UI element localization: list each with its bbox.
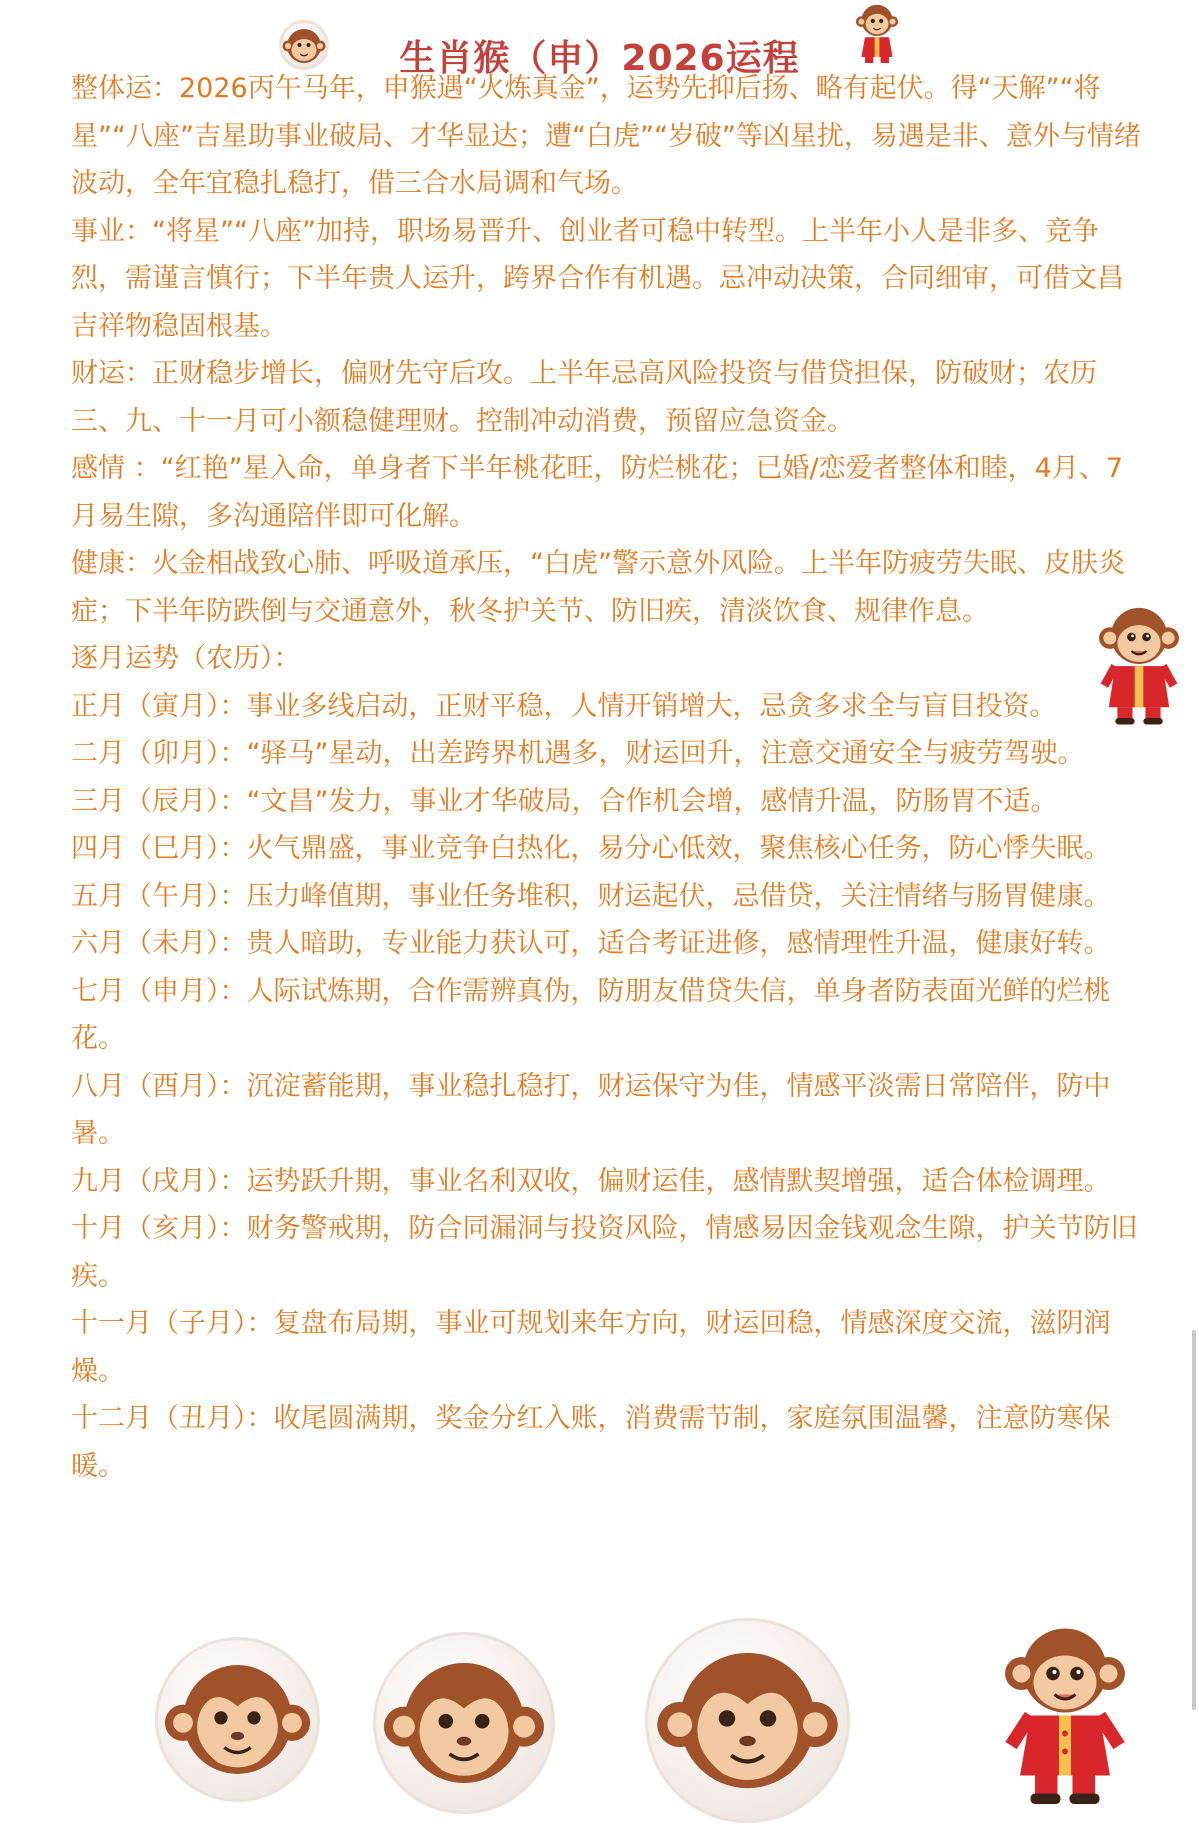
month-item: 九月（戌月）：运势跃升期，事业名利双收，偏财运佳，感情默契增强，适合体检调理。 xyxy=(71,1165,1111,1197)
love-paragraph: 感情 ：“红艳”星入命，单身者下半年桃花旺，防烂桃花；已婚/恋爱者整体和睦，4月、7月易生隙，多沟通陪伴即可化解。 xyxy=(71,453,1124,532)
wealth-paragraph: 财运：正财稳步增长，偏财先守后攻。上半年忌高风险投资与借贷担保，防破财；农历三、九、十一月可小额稳健理财。控制冲动消费，预留应急资金。 xyxy=(71,358,1097,437)
career-paragraph: 事业：“将星”“八座”加持，职场易晋升、创业者可稳中转型。上半年小人是非多、竞争烈，需谨言慎行；下半年贵人运升，跨界合作有机遇。忌冲动决策，合同细审，可借文昌吉祥物稳固根基。 xyxy=(71,215,1124,342)
fortune-content xyxy=(71,65,1143,1490)
month-item: 八月（酉月）：沉淀蓄能期，事业稳扎稳打，财运保守为佳，情感平淡需日常陪伴，防中暑。 xyxy=(71,1070,1111,1149)
monthly-heading: 逐月运势（农历）： xyxy=(71,643,301,674)
monkey-face-icon xyxy=(155,1637,320,1802)
monkey-costume-icon xyxy=(847,0,907,66)
month-item: 七月（申月）：人际试炼期，合作需辨真伪，防朋友借贷失信，单身者防表面光鲜的烂桃花。 xyxy=(71,975,1111,1054)
monkey-face-icon xyxy=(645,1618,850,1823)
scrollbar[interactable] xyxy=(1192,1330,1196,1710)
overall-fortune-paragraph: 整体运：2026丙午马年，申猴遇“火炼真金”，运势先抑后扬、略有起伏。得“天解”“将星”“八座”吉星助事业破局、才华显达；遭“白虎”“岁破”等凶星扰，易遇是非、意外与情绪波动，全年宜稳扎稳打，借三合水局调和气场。 xyxy=(71,73,1141,199)
month-item: 二月（卯月）：“驿马”星动，出差跨界机遇多，财运回升，注意交通安全与疲劳驾驶。 xyxy=(71,738,1085,769)
health-paragraph: 健康：火金相战致心肺、呼吸道承压，“白虎”警示意外风险。上半年防疲劳失眠、皮肤炎症；下半年防跌倒与交通意外，秋冬护关节、防旧疾，清淡饮食、规律作息。 xyxy=(71,548,1125,627)
month-item: 十二月（丑月）：收尾圆满期，奖金分红入账，消费需节制，家庭氛围温馨，注意防寒保暖。 xyxy=(71,1403,1111,1482)
month-item: 五月（午月）：压力峰值期，事业任务堆积，财运起伏，忌借贷，关注情绪与肠胃健康。 xyxy=(71,880,1111,912)
page-title: 生肖猴（申）2026运程 xyxy=(399,38,800,80)
month-item: 正月（寅月）：事业多线启动，正财平稳，人情开销增大，忌贪多求全与盲目投资。 xyxy=(71,690,1057,722)
monkey-costume-icon xyxy=(1085,598,1193,730)
monkey-costume-icon xyxy=(990,1614,1140,1814)
month-item: 十一月（子月）：复盘布局期，事业可规划来年方向，财运回稳，情感深度交流，滋阴润燥。 xyxy=(71,1308,1111,1387)
month-item: 六月（未月）：贵人暗助，专业能力获认可，适合考证进修，感情理性升温，健康好转。 xyxy=(71,928,1111,959)
monkey-face-icon xyxy=(373,1632,555,1814)
month-item: 十月（亥月）：财务警戒期，防合同漏洞与投资风险，情感易因金钱观念生隙，护关节防旧疾。 xyxy=(71,1213,1138,1292)
month-item: 三月（辰月）：“文昌”发力，事业才华破局，合作机会增，感情升温，防肠胃不适。 xyxy=(71,785,1058,817)
month-item: 四月（巳月）：火气鼎盛，事业竞争白热化，易分心低效，聚焦核心任务，防心悸失眠。 xyxy=(71,833,1111,864)
